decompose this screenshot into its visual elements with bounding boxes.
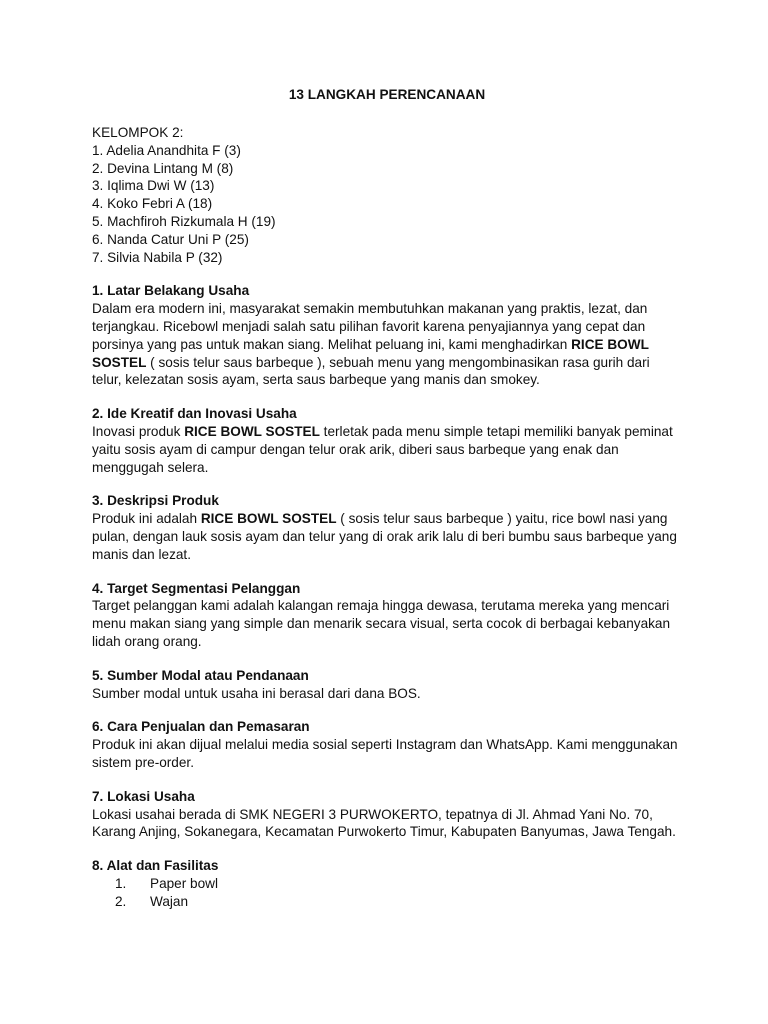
list-item bbox=[92, 893, 682, 911]
section-block bbox=[92, 857, 682, 910]
section-heading: 3. Deskripsi Produk bbox=[92, 493, 219, 509]
section-paragraph: Lokasi usahai berada di SMK NEGERI 3 PURWOKERTO, tepatnya di Jl. Ahmad Yani No. 70, Karang Anjing, Sokanegara, Kecamatan Purwokerto Timur, Kabupaten Banyumas, Jawa Tengah. bbox=[92, 806, 676, 840]
section-block bbox=[92, 580, 682, 651]
group-member: 5. Machfiroh Rizkumala H (19) bbox=[92, 213, 276, 229]
sections-container bbox=[92, 282, 682, 910]
list-item-text: Paper bowl bbox=[150, 875, 219, 891]
section-paragraph: Sumber modal untuk usaha ini berasal dari dana BOS. bbox=[92, 685, 421, 701]
document-title: 13 LANGKAH PERENCANAAN bbox=[288, 87, 486, 102]
section-block bbox=[92, 405, 682, 476]
list-item-number: 2. bbox=[115, 893, 127, 909]
section-paragraph: Target pelanggan kami adalah kalangan remaja hingga dewasa, terutama mereka yang mencari menu makan siang yang simple dan menarik secara visual, serta cocok di berbagai kebanyakan lidah orang orang. bbox=[92, 598, 671, 649]
section-heading: 5. Sumber Modal atau Pendanaan bbox=[92, 667, 309, 683]
section-block bbox=[92, 718, 682, 771]
group-member: 7. Silvia Nabila P (32) bbox=[92, 249, 223, 265]
section-heading: 4. Target Segmentasi Pelanggan bbox=[92, 580, 301, 596]
section-heading: 6. Cara Penjualan dan Pemasaran bbox=[92, 719, 310, 735]
equipment-list bbox=[92, 875, 682, 911]
group-member: 2. Devina Lintang M (8) bbox=[92, 160, 234, 176]
group-member: 6. Nanda Catur Uni P (25) bbox=[92, 231, 249, 247]
document-content bbox=[92, 86, 682, 926]
list-item-number: 1. bbox=[115, 875, 127, 891]
group-member: 4. Koko Febri A (18) bbox=[92, 196, 213, 212]
section-paragraph: Produk ini adalah RICE BOWL SOSTEL ( sosis telur saus barbeque ) yaitu, rice bowl nasi yang pulan, dengan lauk sosis ayam dan telur yang di orak arik lalu di beri bumbu saus barbeque yang manis dan lezat. bbox=[92, 511, 677, 562]
group-member: 1. Adelia Anandhita F (3) bbox=[92, 142, 241, 158]
section-paragraph: Produk ini akan dijual melalui media sosial seperti Instagram dan WhatsApp. Kami menggunakan sistem pre-order. bbox=[92, 737, 678, 770]
list-item bbox=[92, 875, 682, 893]
section-heading: 7. Lokasi Usaha bbox=[92, 788, 195, 804]
section-heading: 2. Ide Kreatif dan Inovasi Usaha bbox=[92, 406, 297, 422]
group-heading: KELOMPOK 2: bbox=[92, 125, 184, 140]
section-block bbox=[92, 788, 682, 841]
group-member: 3. Iqlima Dwi W (13) bbox=[92, 178, 215, 194]
section-paragraph: Inovasi produk RICE BOWL SOSTEL terletak pada menu simple tetapi memiliki banyak peminat yaitu sosis ayam di campur dengan telur orak arik, diberi saus barbeque yang enak dan menggugah selera. bbox=[92, 423, 673, 475]
section-block bbox=[92, 667, 682, 703]
product-name-bold: RICE BOWL SOSTEL bbox=[184, 423, 320, 439]
product-name-bold: RICE BOWL SOSTEL bbox=[92, 336, 649, 370]
list-item-text: Wajan bbox=[150, 893, 189, 909]
section-block bbox=[92, 492, 682, 563]
product-name-bold: RICE BOWL SOSTEL bbox=[200, 511, 337, 527]
group-block bbox=[92, 124, 682, 266]
section-heading: 1. Latar Belakang Usaha bbox=[92, 283, 250, 299]
section-heading: 8. Alat dan Fasilitas bbox=[92, 858, 219, 874]
section-paragraph: Dalam era modern ini, masyarakat semakin membutuhkan makanan yang praktis, lezat, dan terjangkau. Ricebowl menjadi salah satu pilihan favorit karena penyajiannya yang cepat dan porsinya yang pas untuk makan siang. Melihat peluang ini, kami menghadirkan RICE BOWL SOSTEL ( sosis telur saus barbeque ), sebuah menu yang mengombinasikan rasa gurih dari telur, kelezatan sosis ayam, serta saus barbeque yang manis dan smokey. bbox=[92, 301, 650, 388]
section-block bbox=[92, 282, 682, 389]
